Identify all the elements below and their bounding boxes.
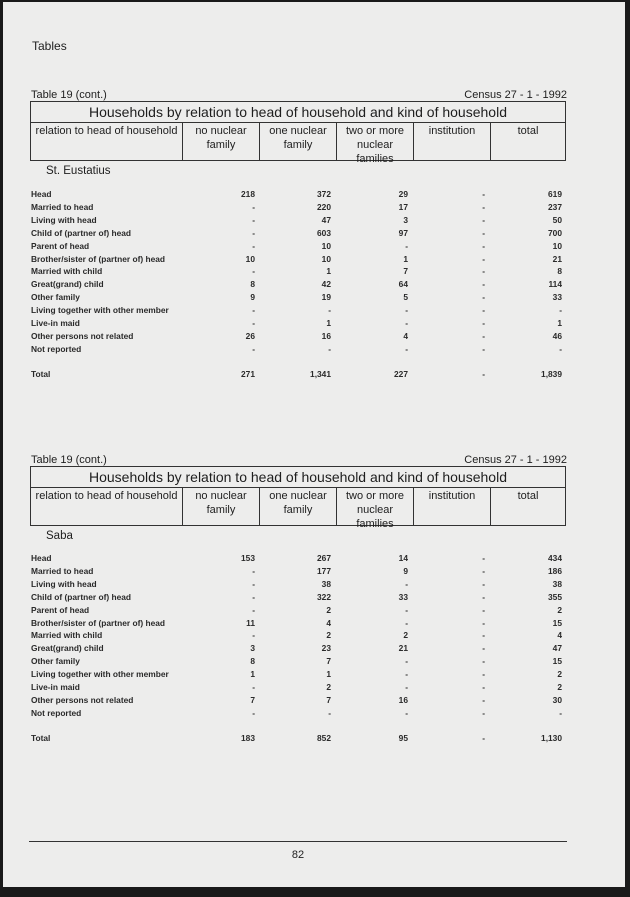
cell-value: - [252, 240, 255, 251]
row-label: Not reported [31, 707, 82, 718]
cell-value: 47 [321, 214, 331, 225]
cell-value: - [252, 318, 255, 328]
cell-value: 38 [552, 578, 562, 589]
cell-value: - [328, 305, 331, 316]
cell-value: - [482, 656, 485, 667]
cell-value: 21 [398, 643, 408, 654]
cell-value: 1 [250, 669, 255, 680]
cell-value: 1 [326, 318, 331, 328]
column-header-label: total [517, 490, 539, 502]
cell-value: - [252, 591, 255, 602]
cell-value: 8 [250, 279, 255, 290]
cell-value: - [252, 305, 255, 316]
cell-value: 10 [552, 240, 562, 251]
region-label: Saba [46, 530, 73, 542]
cell-value: 1 [403, 253, 408, 264]
cell-value: 434 [548, 553, 562, 563]
cell-value: - [482, 630, 485, 641]
cell-value: - [482, 279, 485, 290]
table-row [3, 591, 625, 604]
column-header-label: two or more [345, 490, 405, 502]
cell-value: - [482, 318, 485, 328]
cell-value: 2 [326, 630, 331, 641]
cell-value: 97 [398, 227, 408, 238]
cell-value: 16 [398, 694, 408, 705]
column-header-label: no nuclear [195, 125, 247, 137]
cell-value: - [328, 707, 331, 718]
row-label: Child of (partner of) head [31, 227, 132, 238]
cell-value: 4 [403, 330, 408, 341]
cell-value: 8 [250, 656, 255, 667]
cell-value: 8 [557, 266, 562, 277]
cell-value: - [482, 578, 485, 589]
cell-value: - [252, 227, 255, 238]
cell-value: - [405, 305, 408, 316]
column-header-two-or-more [336, 122, 413, 165]
row-label: Living together with other member [31, 669, 169, 680]
cell-value: 21 [552, 253, 562, 264]
cell-value: - [482, 591, 485, 602]
cell-value: - [559, 707, 562, 718]
table-row [3, 265, 625, 278]
cell-value: 19 [321, 292, 331, 303]
column-header-one-nuclear [259, 487, 336, 525]
table-row [3, 681, 625, 694]
cell-value: 38 [321, 578, 331, 589]
table-row [3, 330, 625, 343]
cell-value: 17 [398, 201, 408, 212]
row-label: Other family [31, 656, 80, 667]
cell-value: - [482, 669, 485, 680]
cell-value: 23 [321, 643, 331, 654]
column-header-label: one nuclear [269, 125, 327, 137]
cell-value: - [482, 330, 485, 341]
cell-value: 7 [326, 656, 331, 667]
column-header-relation [31, 487, 182, 525]
cell-value: - [482, 240, 485, 251]
cell-value: 9 [250, 292, 255, 303]
cell-value: - [482, 227, 485, 238]
column-header-no-nuclear [182, 487, 259, 525]
cell-value: 5 [403, 292, 408, 303]
cell-value: 33 [398, 591, 408, 602]
table-caption: Table 19 (cont.) [31, 454, 107, 466]
table-title: Households by relation to head of household and kind of household [31, 102, 565, 123]
cell-value: - [405, 604, 408, 615]
column-header-label: family [206, 139, 236, 151]
cell-value: 852 [317, 732, 331, 743]
cell-value: 10 [321, 253, 331, 264]
cell-value: 95 [398, 732, 408, 743]
cell-value: 7 [250, 694, 255, 705]
cell-value: - [252, 343, 255, 354]
cell-value: 271 [241, 368, 255, 379]
table-row [3, 604, 625, 617]
cell-value: - [482, 617, 485, 628]
column-header-total [490, 487, 565, 525]
row-label: Parent of head [31, 240, 90, 251]
cell-value: 10 [245, 253, 255, 264]
cell-value: 1,130 [541, 732, 562, 743]
cell-value: 237 [548, 201, 562, 212]
cell-value: - [482, 643, 485, 654]
row-label: Living together with other member [31, 305, 169, 316]
cell-value: 1,839 [541, 368, 562, 379]
cell-value: - [252, 630, 255, 641]
cell-value: - [405, 669, 408, 680]
cell-value: - [252, 604, 255, 615]
row-label: Great(grand) child [31, 643, 104, 654]
cell-value: 2 [403, 630, 408, 641]
cell-value: 4 [326, 617, 331, 628]
column-header-label: family [283, 504, 313, 516]
table-row [3, 291, 625, 304]
column-header-label: family [283, 139, 313, 151]
table-row [3, 278, 625, 291]
table-caption: Table 19 (cont.) [31, 89, 107, 101]
table-row [3, 655, 625, 668]
table-row [3, 552, 625, 565]
table-row [3, 565, 625, 578]
cell-value: 16 [321, 330, 331, 341]
row-label: Head [31, 553, 52, 563]
table-row [3, 642, 625, 655]
cell-value: 227 [394, 368, 408, 379]
document-page [3, 2, 625, 887]
cell-value: 1 [326, 669, 331, 680]
row-label: Child of (partner of) head [31, 591, 132, 602]
cell-value: 603 [317, 227, 331, 238]
cell-value: - [252, 201, 255, 212]
row-label: Other persons not related [31, 694, 134, 705]
cell-value: 1 [557, 318, 562, 328]
column-header-label: no nuclear [195, 490, 247, 502]
cell-value: - [252, 214, 255, 225]
table-row [3, 214, 625, 227]
cell-value: - [482, 266, 485, 277]
cell-value: 2 [557, 604, 562, 615]
column-header-label: institution [428, 125, 476, 137]
cell-value: 29 [398, 189, 408, 199]
row-label: Not reported [31, 343, 82, 354]
cell-value: - [252, 266, 255, 277]
cell-value: - [405, 318, 408, 328]
table-row [3, 668, 625, 681]
row-label: Married to head [31, 565, 94, 576]
cell-value: 322 [317, 591, 331, 602]
cell-value: - [405, 240, 408, 251]
cell-value: 30 [552, 694, 562, 705]
table-header [30, 101, 566, 165]
cell-value: 2 [557, 682, 562, 692]
column-header-two-or-more [336, 487, 413, 530]
cell-value: - [482, 565, 485, 576]
row-label: Great(grand) child [31, 279, 104, 290]
cell-value: 9 [403, 565, 408, 576]
table-row [3, 240, 625, 253]
column-header-label: total [517, 125, 539, 137]
row-label: Other family [31, 292, 80, 303]
column-header-total [490, 122, 565, 160]
column-header-label: nuclear families [356, 504, 394, 530]
cell-value: 15 [552, 617, 562, 628]
cell-value: 355 [548, 591, 562, 602]
cell-value: 1,341 [310, 368, 331, 379]
census-date: Census 27 - 1 - 1992 [464, 454, 567, 466]
cell-value: - [482, 694, 485, 705]
column-header-institution [413, 487, 490, 525]
table-row [3, 201, 625, 214]
cell-value: 700 [548, 227, 562, 238]
cell-value: 2 [326, 604, 331, 615]
column-header-label: relation to head of household [35, 490, 178, 502]
total-row [3, 732, 625, 745]
row-label: Live-in maid [31, 318, 80, 328]
cell-value: 372 [317, 189, 331, 199]
cell-value: 114 [548, 279, 562, 290]
cell-value: - [328, 343, 331, 354]
cell-value: 50 [552, 214, 562, 225]
table-row [3, 617, 625, 630]
table-header [30, 466, 566, 530]
cell-value: 10 [321, 240, 331, 251]
cell-value: - [482, 189, 485, 199]
cell-value: 46 [552, 330, 562, 341]
cell-value: - [482, 214, 485, 225]
cell-value: 220 [317, 201, 331, 212]
table-row [3, 707, 625, 720]
cell-value: 2 [326, 682, 331, 692]
column-header-label: one nuclear [269, 490, 327, 502]
row-label: Married to head [31, 201, 94, 212]
cell-value: - [252, 578, 255, 589]
column-header-label: nuclear families [356, 139, 394, 165]
cell-value: - [405, 682, 408, 692]
cell-value: 7 [403, 266, 408, 277]
column-header-no-nuclear [182, 122, 259, 160]
table-row [3, 253, 625, 266]
cell-value: 153 [241, 553, 255, 563]
table-row [3, 578, 625, 591]
cell-value: 177 [317, 565, 331, 576]
table-row [3, 343, 625, 356]
row-label: Married with child [31, 266, 103, 277]
cell-value: 4 [557, 630, 562, 641]
cell-value: - [405, 343, 408, 354]
cell-value: 47 [552, 643, 562, 654]
cell-value: - [482, 292, 485, 303]
cell-value: - [482, 253, 485, 264]
cell-value: 267 [317, 553, 331, 563]
table-row [3, 317, 625, 330]
row-label: Total [31, 732, 51, 743]
column-header-label: relation to head of household [35, 125, 178, 137]
row-label: Head [31, 189, 52, 199]
cell-value: - [405, 617, 408, 628]
row-label: Married with child [31, 630, 103, 641]
cell-value: - [482, 201, 485, 212]
column-header-label: institution [428, 490, 476, 502]
cell-value: - [482, 305, 485, 316]
row-label: Brother/sister of (partner of) head [31, 617, 166, 628]
table-row [3, 227, 625, 240]
cell-value: - [482, 553, 485, 563]
cell-value: 3 [250, 643, 255, 654]
row-label: Live-in maid [31, 682, 80, 692]
cell-value: 15 [552, 656, 562, 667]
row-label: Brother/sister of (partner of) head [31, 253, 166, 264]
cell-value: 26 [245, 330, 255, 341]
row-label: Living with head [31, 214, 97, 225]
cell-value: 619 [548, 189, 562, 199]
cell-value: - [405, 707, 408, 718]
cell-value: - [252, 707, 255, 718]
row-label: Living with head [31, 578, 97, 589]
cell-value: - [482, 343, 485, 354]
footer-divider [29, 841, 567, 842]
cell-value: - [405, 656, 408, 667]
cell-value: 33 [552, 292, 562, 303]
cell-value: 64 [398, 279, 408, 290]
column-header-relation [31, 122, 182, 160]
table-row [3, 629, 625, 642]
column-header-one-nuclear [259, 122, 336, 160]
cell-value: 218 [241, 189, 255, 199]
cell-value: 42 [321, 279, 331, 290]
total-row [3, 368, 625, 381]
cell-value: 1 [326, 266, 331, 277]
cell-value: - [482, 732, 485, 743]
table-row [3, 304, 625, 317]
cell-value: 186 [548, 565, 562, 576]
table-title: Households by relation to head of household and kind of household [31, 467, 565, 488]
column-header-institution [413, 122, 490, 160]
table-row [3, 694, 625, 707]
cell-value: 14 [398, 553, 408, 563]
cell-value: 3 [403, 214, 408, 225]
cell-value: - [559, 305, 562, 316]
cell-value: - [482, 682, 485, 692]
cell-value: 2 [557, 669, 562, 680]
cell-value: - [482, 604, 485, 615]
cell-value: - [252, 565, 255, 576]
column-header-label: family [206, 504, 236, 516]
row-label: Total [31, 368, 51, 379]
column-header-label: two or more [345, 125, 405, 137]
cell-value: - [559, 343, 562, 354]
cell-value: 11 [246, 617, 255, 628]
region-label: St. Eustatius [46, 165, 111, 177]
census-date: Census 27 - 1 - 1992 [464, 89, 567, 101]
table-row [3, 188, 625, 201]
page-number: 82 [291, 849, 305, 861]
section-label: Tables [32, 39, 67, 53]
cell-value: 7 [326, 694, 331, 705]
cell-value: - [252, 682, 255, 692]
cell-value: 183 [241, 732, 255, 743]
cell-value: - [482, 707, 485, 718]
row-label: Other persons not related [31, 330, 134, 341]
cell-value: - [405, 578, 408, 589]
row-label: Parent of head [31, 604, 90, 615]
cell-value: - [482, 368, 485, 379]
